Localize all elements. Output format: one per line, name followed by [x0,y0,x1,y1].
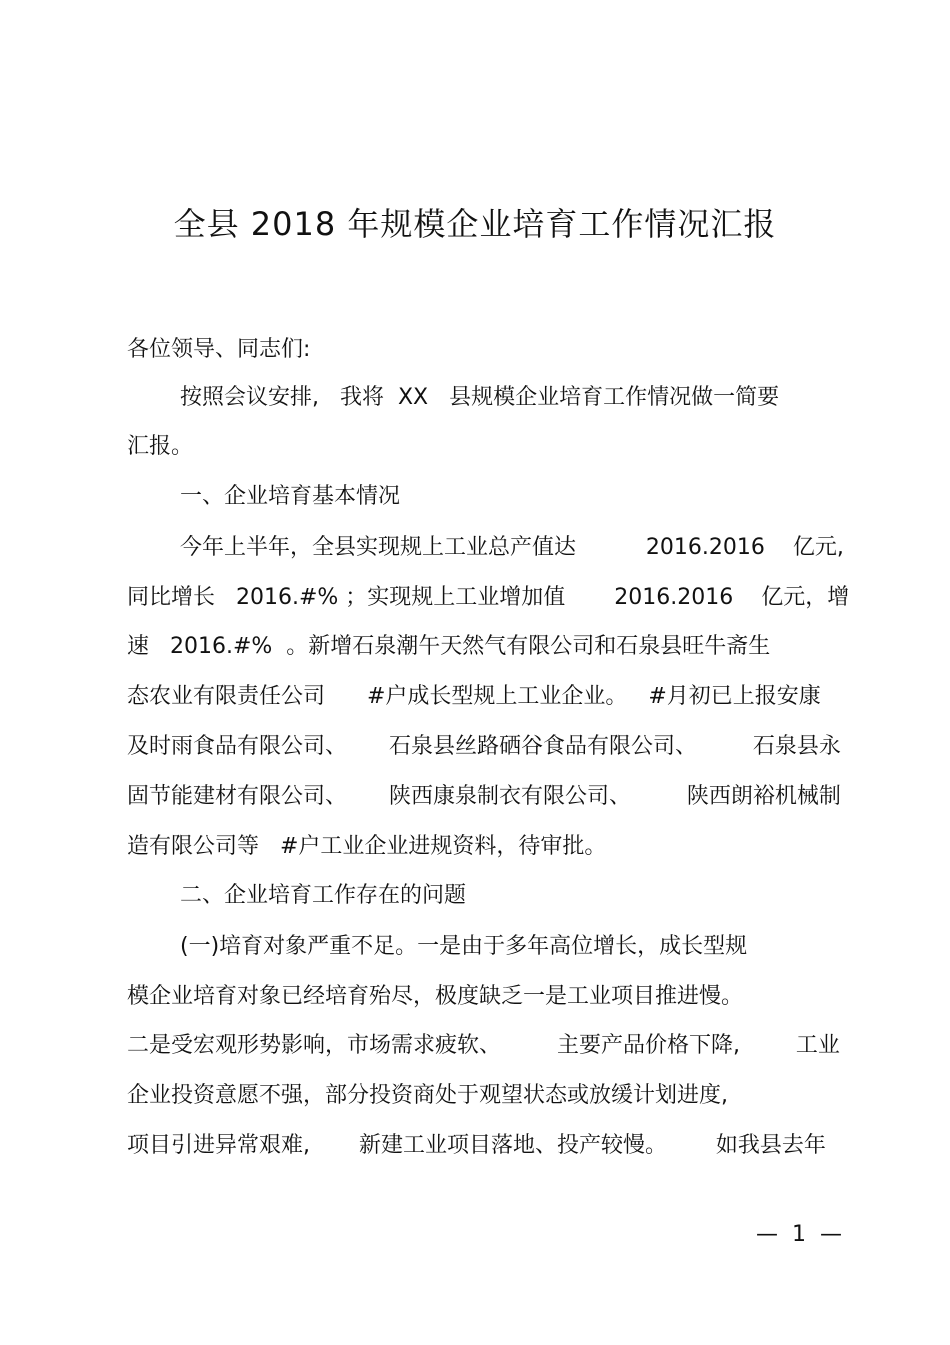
paragraph-line: 速 2016.#% 。新增石泉潮午天然气有限公司和石泉县旺牛斋生 [127,634,771,659]
paragraph-line: 同比增长 2016.#% ；实现规上工业增加值 2016.2016 亿元，增 [127,585,850,610]
section-heading-2: 二、企业培育工作存在的问题 [180,883,467,908]
salutation-line: 各位领导、同志们: [127,337,311,362]
paragraph-line: 企业投资意愿不强，部分投资商处于观望状态或放缓计划进度, [127,1083,728,1108]
paragraph-line: 按照会议安排, 我将 XX 县规模企业培育工作情况做一简要 [180,385,780,410]
page-number: — 1 — [756,1222,842,1247]
paragraph-line: 造有限公司等 #户工业企业进规资料，待审批。 [127,834,607,859]
paragraph-line: (一)培育对象严重不足。一是由于多年高位增长，成长型规 [180,934,748,959]
paragraph-line: 今年上半年，全县实现规上工业总产值达 2016.2016 亿元, [180,535,844,560]
document-title: 全县 2018 年规模企业培育工作情况汇报 [173,205,777,243]
paragraph-line: 及时雨食品有限公司、 石泉县丝路硒谷食品有限公司、 石泉县永 [127,734,841,759]
paragraph-line: 汇报。 [127,434,194,459]
paragraph-line: 固节能建材有限公司、 陕西康泉制衣有限公司、 陕西朗裕机械制 [127,784,841,809]
section-heading-1: 一、企业培育基本情况 [180,484,401,509]
paragraph-line: 态农业有限责任公司 #户成长型规上工业企业。 #月初已上报安康 [127,684,821,709]
paragraph-line: 二是受宏观形势影响，市场需求疲软、 主要产品价格下降, 工业 [127,1033,840,1058]
paragraph-line: 项目引进异常艰难, 新建工业项目落地、投产较慢。 如我县去年 [127,1133,826,1158]
paragraph-line: 模企业培育对象已经培育殆尽，极度缺乏一是工业项目推进慢。 [127,984,744,1009]
